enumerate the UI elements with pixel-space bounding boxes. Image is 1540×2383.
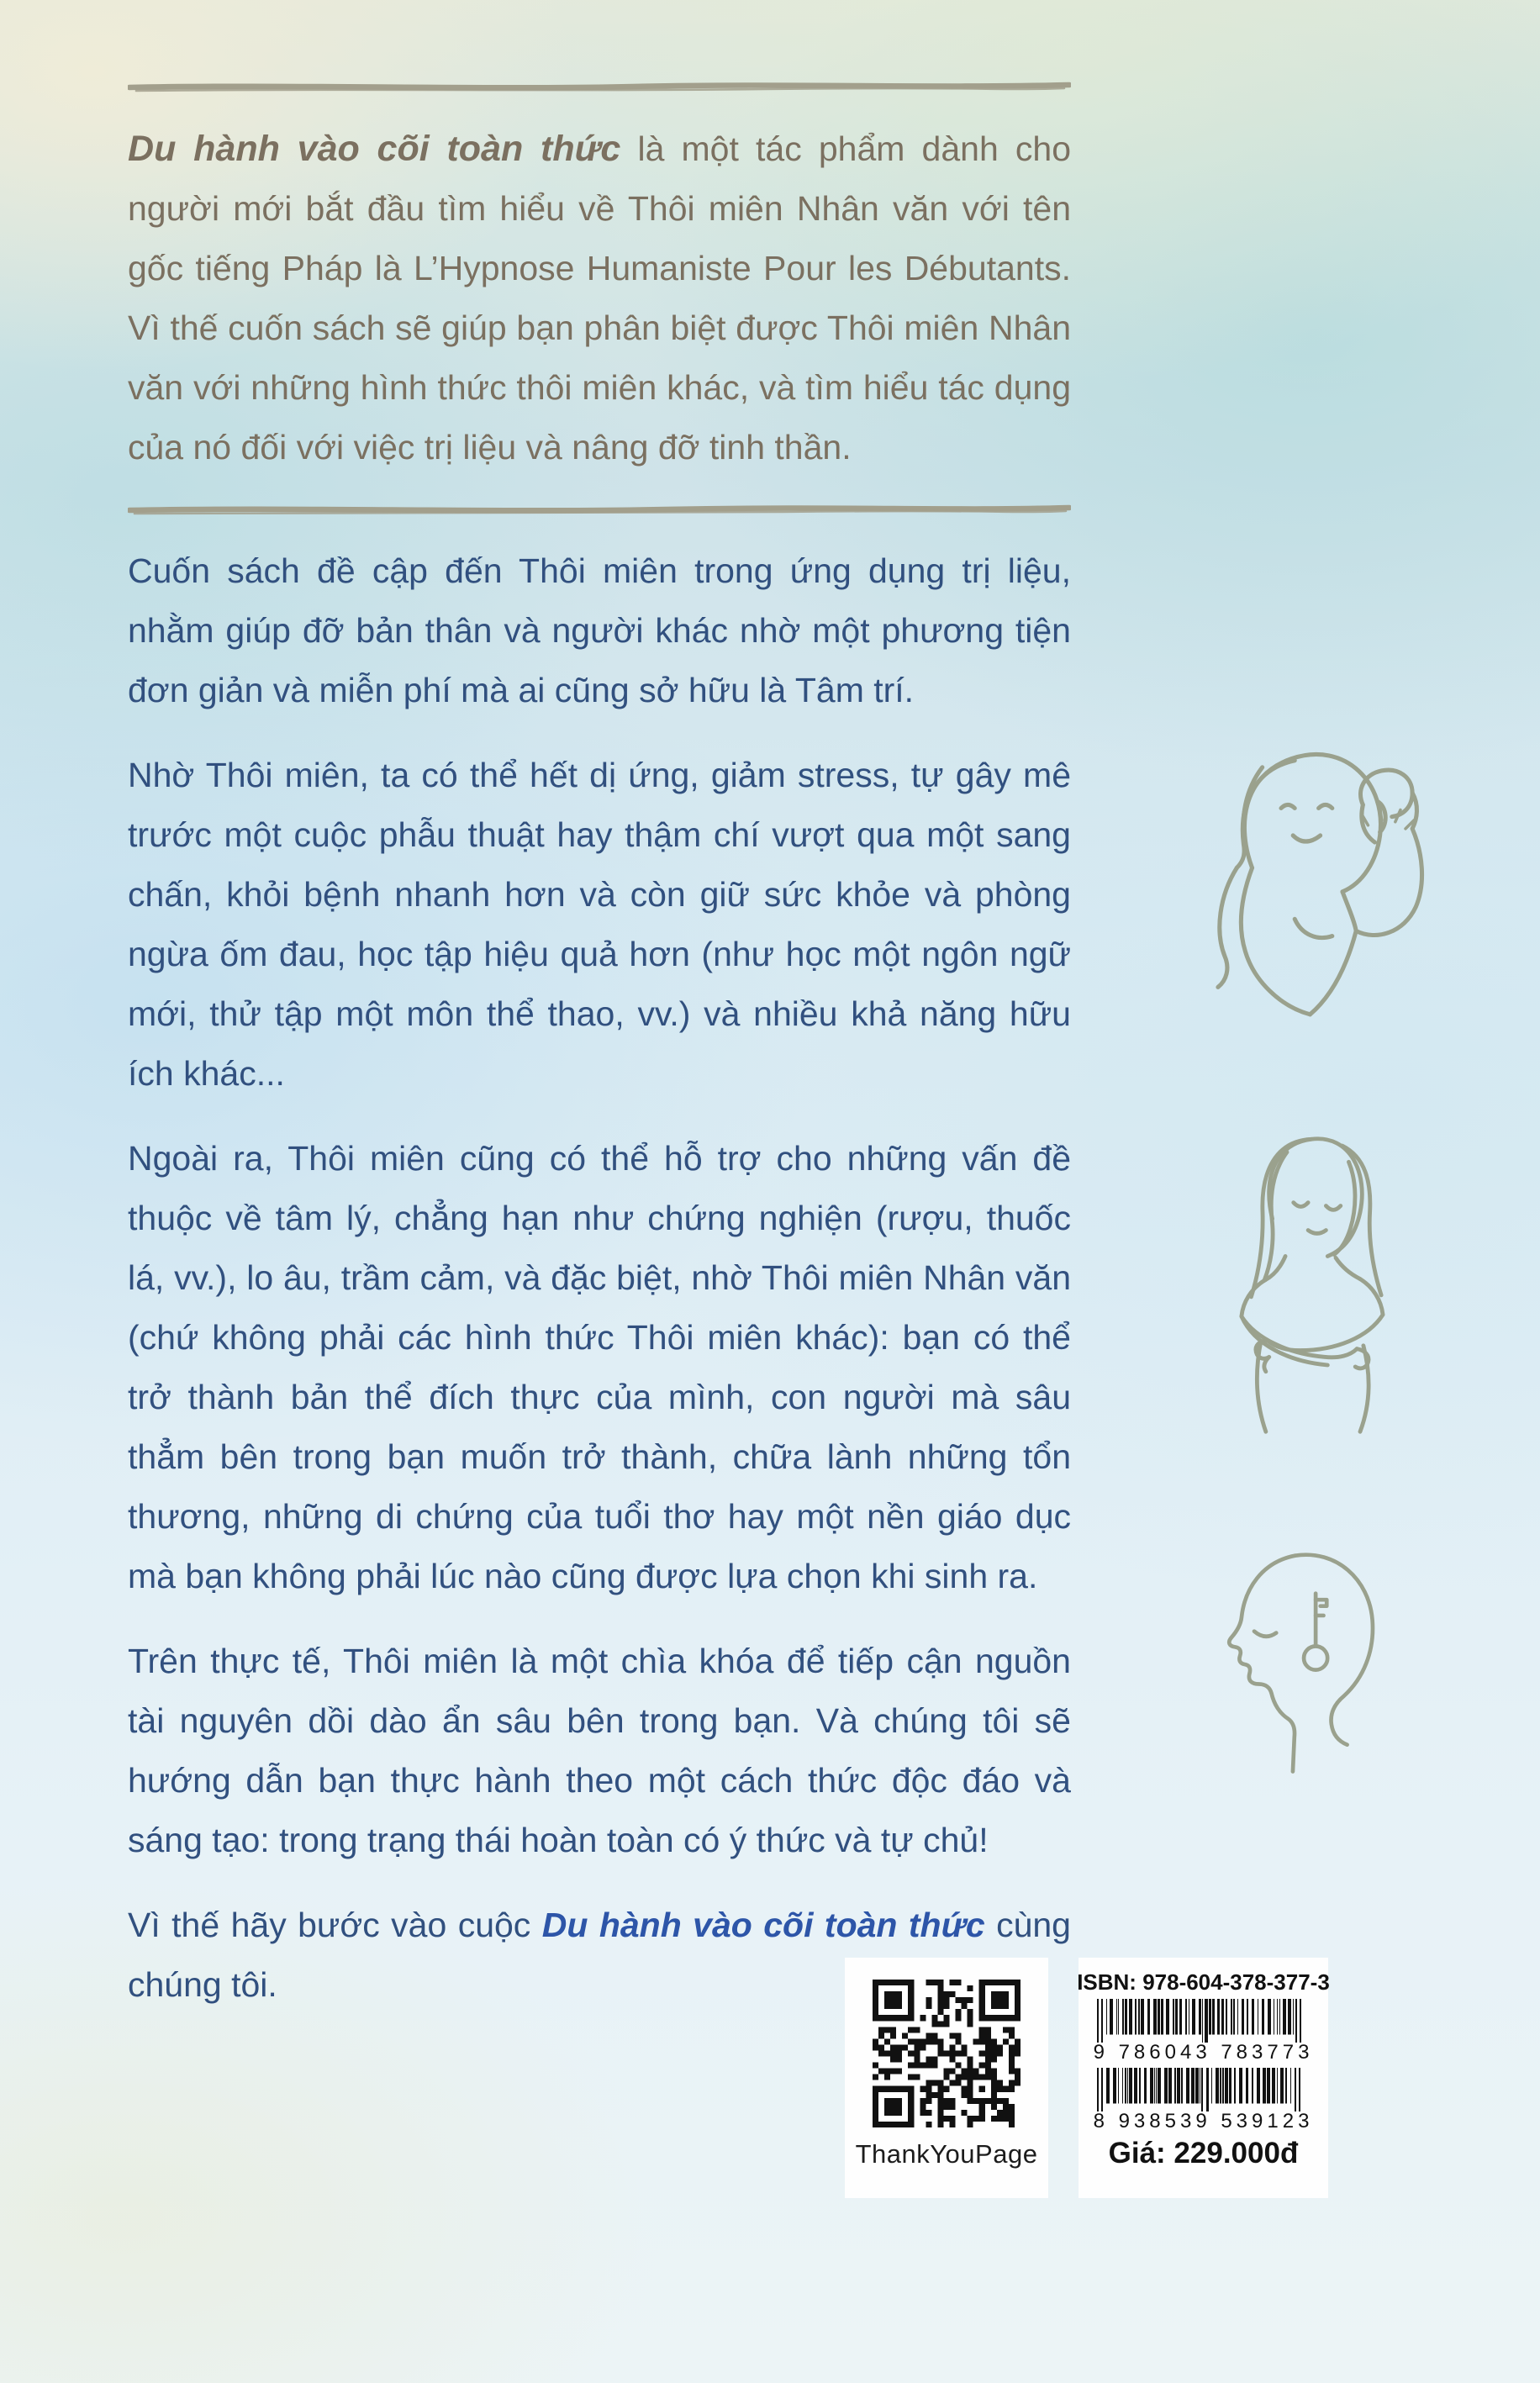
body-paragraph-4: Trên thực tế, Thôi miên là một chìa khóa để tiếp cận nguồn tài nguyên dồi dào ẩn sâu bên trong bạn. Và chúng tôi sẽ hướng dẫn bạn thực hành theo một cách thức độc đáo và sáng tạo: trong trạng thái hoàn toàn có ý thức và tự chủ! bbox=[128, 1642, 1071, 1859]
qr-panel bbox=[845, 1958, 1048, 2198]
isbn-panel bbox=[1079, 1958, 1328, 2198]
back-cover-text-column bbox=[128, 81, 1071, 2015]
body-paragraph-1: Cuốn sách đề cập đến Thôi miên trong ứng dụng trị liệu, nhằm giúp đỡ bản thân và người khác nhờ một phương tiện đơn giản và miễn phí mà ai cũng sở hữu là Tâm trí. bbox=[128, 551, 1071, 709]
body-paragraph-2: Nhờ Thôi miên, ta có thể hết dị ứng, giảm stress, tự gây mê trước một cuộc phẫu thuật hay thậm chí vượt qua một sang chấn, khỏi bệnh nhanh hơn và còn giữ sức khỏe và phòng ngừa ốm đau, học tập hiệu quả hơn (như học một ngôn ngữ mới, thử tập một môn thể thao, vv.) và nhiều khả năng hữu ích khác... bbox=[128, 756, 1071, 1093]
closing-post: cùng chúng tôi. bbox=[128, 1906, 1071, 2004]
body-paragraph-3: Ngoài ra, Thôi miên cũng có thể hỗ trợ cho những vấn đề thuộc về tâm lý, chẳng hạn như chứng nghiện (rượu, thuốc lá, vv.), lo âu, trầm cảm, và đặc biệt, nhờ Thôi miên Nhân văn (chứ không phải các hình thức Thôi miên khác): bạn có thể trở thành bản thể đích thực của mình, con người mà sâu thẳm bên trong bạn muốn trở thành, chữa lành những tổn thương, những di chứng của tuổi thơ hay một nền giáo dục mà bạn không phải lúc nào cũng được lựa chọn khi sinh ra. bbox=[128, 1139, 1071, 1595]
closing-pre: Vì thế hãy bước vào cuộc bbox=[128, 1906, 542, 1944]
qr-code bbox=[873, 1980, 1021, 2127]
brush-divider-middle bbox=[128, 503, 1071, 516]
barcode-isbn bbox=[1094, 1999, 1314, 2043]
barcode-isbn-digits: 9 786043 783773 bbox=[1093, 2041, 1314, 2064]
head-profile-with-key-illustration bbox=[1204, 1537, 1393, 1781]
key-icon bbox=[1304, 1594, 1327, 1670]
intro-paragraph-text: là một tác phẩm dành cho người mới bắt đầu tìm hiểu về Thôi miên Nhân văn với tên gốc tiếng Pháp là L’Hypnose Humaniste Pour les Débutants. Vì thế cuốn sách sẽ giúp bạn phân biệt được Thôi miên Nhân văn với những hình thức thôi miên khác, và tìm hiểu tác dụng của nó đối với việc trị liệu và nâng đỡ tinh thần. bbox=[128, 129, 1072, 467]
isbn-number: ISBN: 978-604-378-377-3 bbox=[1077, 1969, 1330, 1995]
intro-paragraph bbox=[128, 119, 1071, 477]
barcode-ean-digits: 8 938539 539123 bbox=[1093, 2110, 1314, 2133]
barcode-ean bbox=[1094, 2068, 1314, 2111]
book-title-lead: Du hành vào cõi toàn thức bbox=[128, 129, 621, 169]
woman-self-hug-illustration bbox=[1189, 1097, 1433, 1438]
brush-divider-top bbox=[128, 81, 1071, 94]
closing-book-title: Du hành vào cõi toàn thức bbox=[541, 1906, 985, 1944]
woman-flexing-bicep-illustration bbox=[1167, 716, 1457, 1023]
qr-label: ThankYouPage bbox=[855, 2139, 1038, 2169]
price-label: Giá: 229.000đ bbox=[1108, 2137, 1299, 2169]
